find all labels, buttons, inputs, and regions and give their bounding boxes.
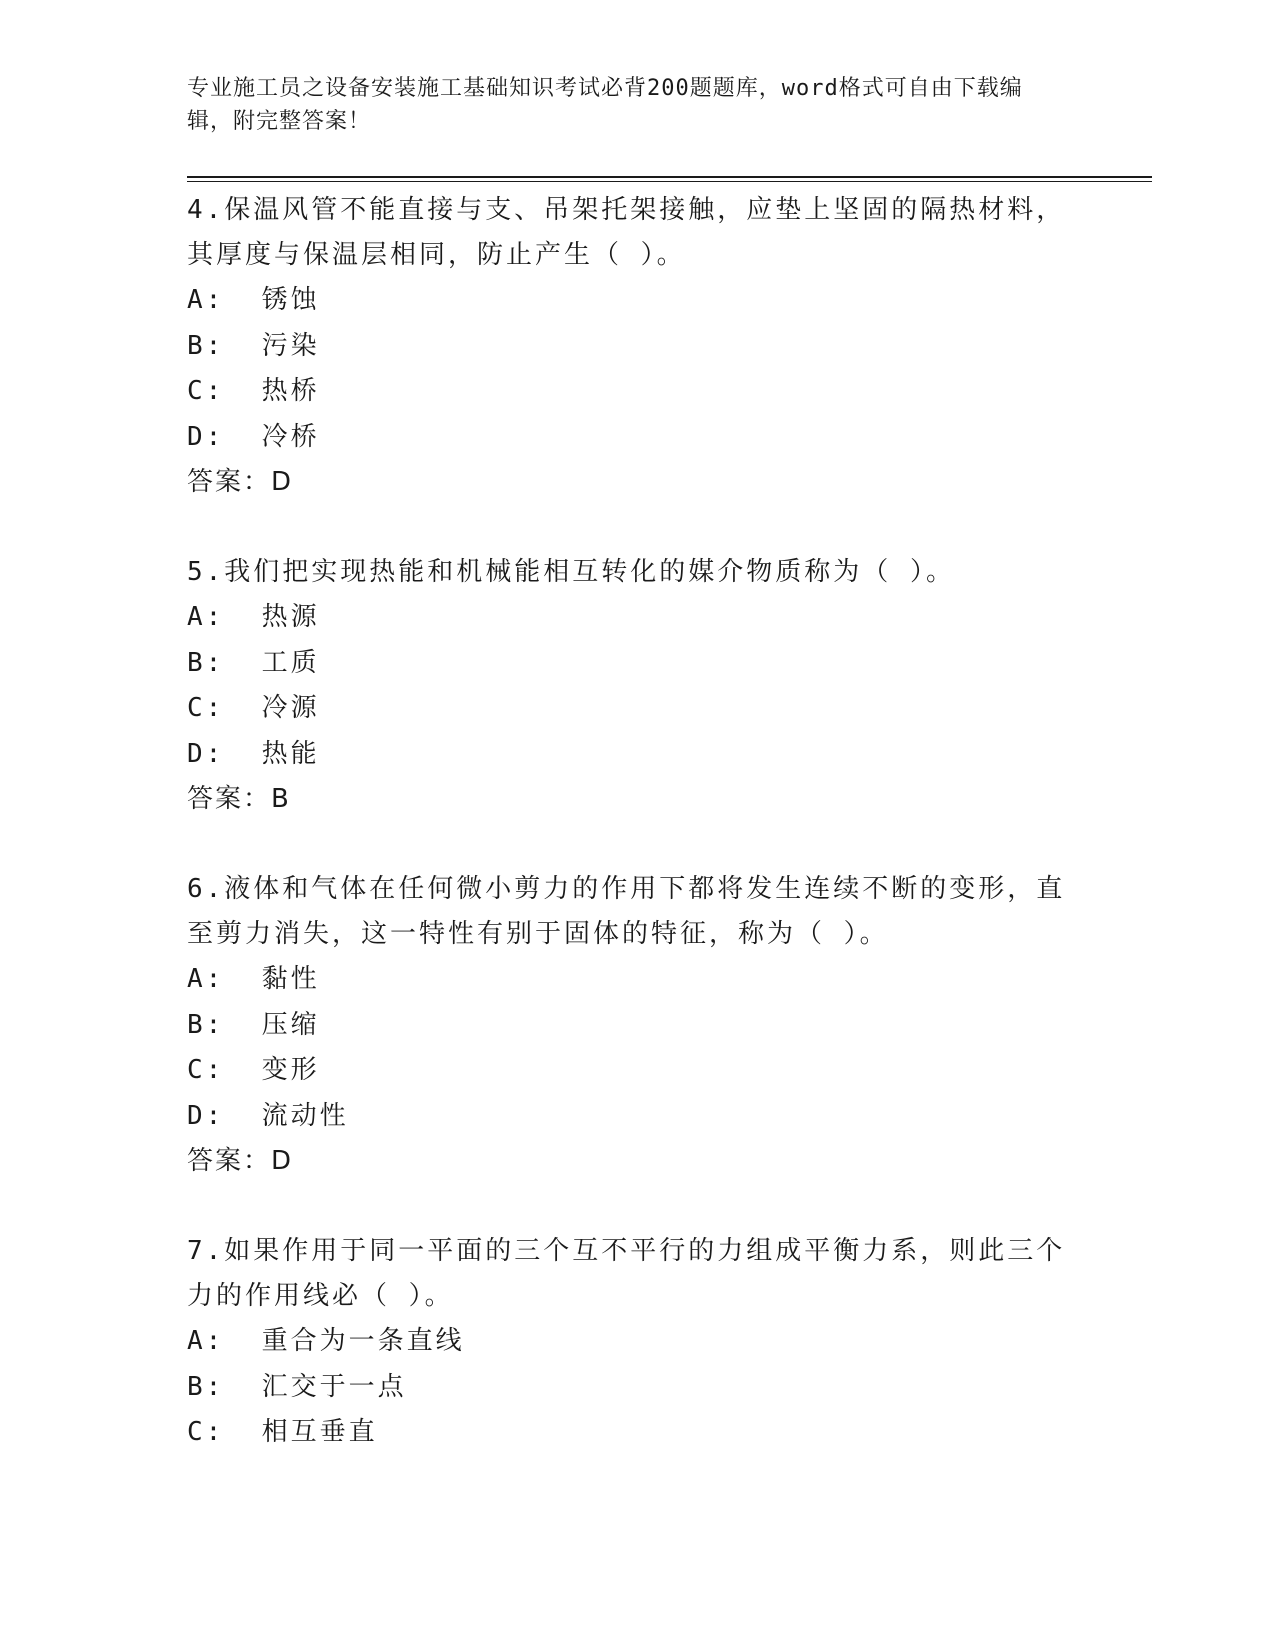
option-a: A: 黏性	[187, 964, 320, 994]
option-b: B: 压缩	[187, 1009, 320, 1040]
option-d: D: 冷桥	[187, 421, 320, 452]
question-text: 4.保温风管不能直接与支、吊架托架接触，应垫上坚固的隔热材料，其厚度与保温层相同，防止产生（ ）。	[187, 195, 1066, 270]
option-d: D: 热能	[187, 738, 320, 769]
option-c: C: 相互垂直	[187, 1417, 378, 1447]
answer: 答案：D	[187, 1146, 294, 1176]
question-text: 5.我们把实现热能和机械能相互转化的媒介物质称为（ ）。	[187, 557, 955, 587]
option-b: B: 汇交于一点	[187, 1371, 407, 1402]
option-b: B: 污染	[187, 330, 320, 361]
question-spacer	[187, 505, 1067, 550]
answer: 答案：D	[187, 467, 294, 497]
question-4	[187, 188, 1067, 505]
document-header: 专业施工员之设备安装施工基础知识考试必背200题题库，word格式可自由下载编辑，附完整答案！	[187, 76, 1023, 134]
option-b: B: 工质	[187, 647, 320, 678]
question-text: 6.液体和气体在任何微小剪力的作用下都将发生连续不断的变形，直至剪力消失，这一特性有别于固体的特征，称为（ ）。	[187, 874, 1066, 949]
question-list	[187, 188, 1067, 1456]
question-7	[187, 1229, 1067, 1456]
question-5	[187, 550, 1067, 822]
header-divider-thick	[187, 176, 1152, 178]
option-a: A: 锈蚀	[187, 285, 320, 315]
question-spacer	[187, 1184, 1067, 1229]
option-a: A: 重合为一条直线	[187, 1326, 465, 1356]
answer: 答案：B	[187, 784, 291, 814]
header-divider-thin	[187, 181, 1152, 182]
question-text: 7.如果作用于同一平面的三个互不平行的力组成平衡力系，则此三个力的作用线必（ ）。	[187, 1236, 1066, 1311]
option-d: D: 流动性	[187, 1100, 349, 1131]
option-a: A: 热源	[187, 602, 320, 632]
question-spacer	[187, 822, 1067, 867]
option-c: C: 热桥	[187, 376, 320, 406]
option-c: C: 冷源	[187, 693, 320, 723]
option-c: C: 变形	[187, 1055, 320, 1085]
question-6	[187, 867, 1067, 1184]
